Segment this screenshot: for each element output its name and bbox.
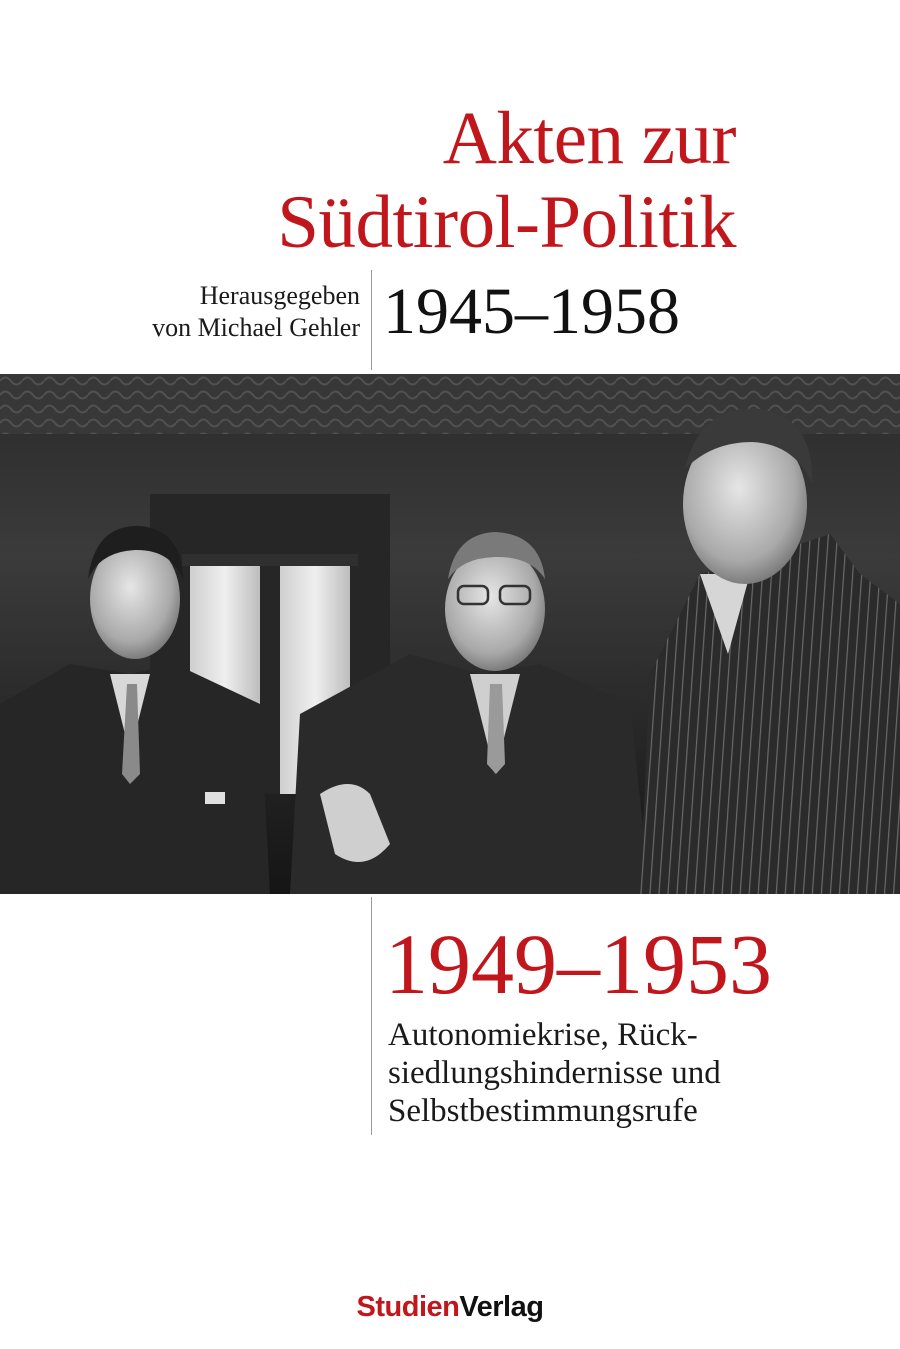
volume-years: 1949–1953	[385, 916, 772, 1012]
series-years: 1945–1958	[383, 275, 680, 348]
title-line-2: Südtirol-Politik	[277, 181, 736, 264]
publisher-name-part2: Verlag	[459, 1291, 544, 1323]
title-line-1: Akten zur	[442, 97, 736, 180]
subtitle-line-3: Selbstbestimmungsrufe	[388, 1093, 698, 1129]
publisher-logo	[0, 1290, 900, 1324]
divider-line-top	[371, 270, 372, 370]
divider-line-bottom	[371, 897, 372, 1135]
volume-subtitle	[388, 1016, 721, 1130]
editor-line-1: Herausgegeben	[199, 281, 360, 310]
editor-line-2: von Michael Gehler	[152, 313, 360, 342]
editor-credit	[152, 280, 360, 344]
cover-photo	[0, 374, 900, 894]
subtitle-line-2: siedlungshindernisse und	[388, 1055, 721, 1091]
subtitle-line-1: Autonomiekrise, Rück-	[388, 1017, 698, 1053]
publisher-name-part1: Studien	[356, 1291, 460, 1323]
